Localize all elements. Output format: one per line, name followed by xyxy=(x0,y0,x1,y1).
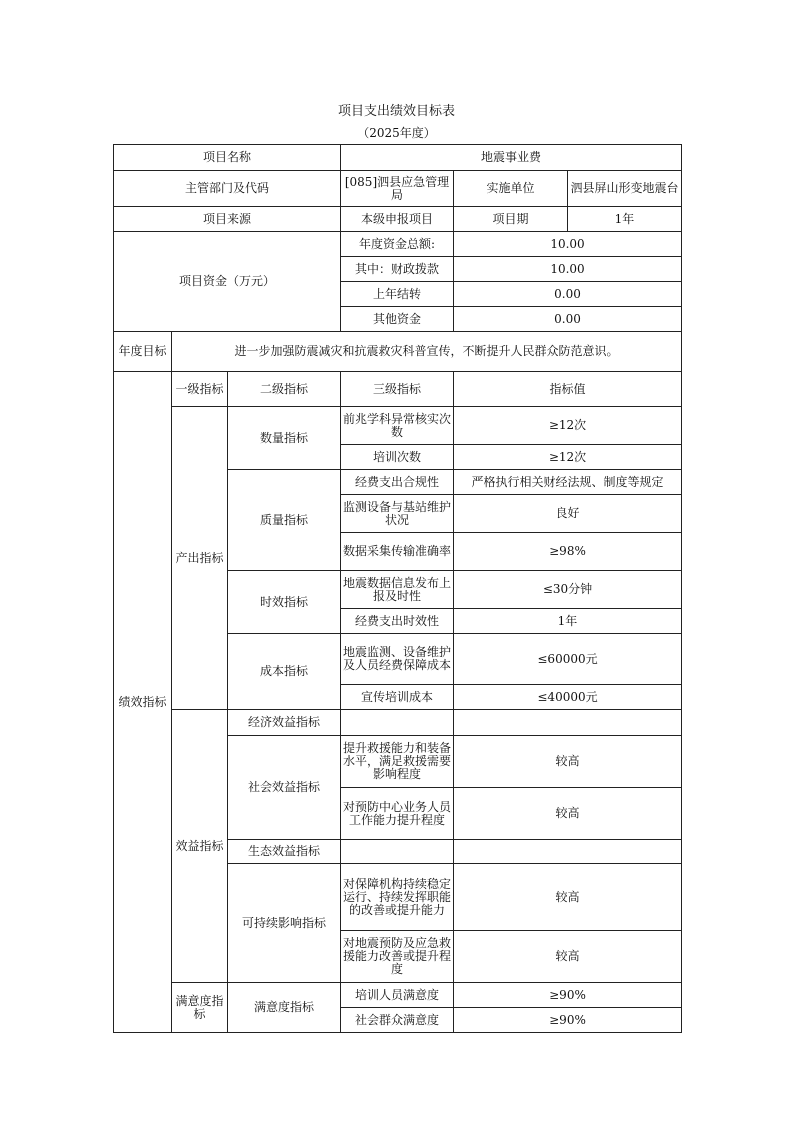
level2-sustainable: 可持续影响指标 xyxy=(228,864,341,983)
project-name-value: 地震事业费 xyxy=(341,145,682,171)
funds-other-value: 0.00 xyxy=(454,307,682,332)
indicator-value: 较高 xyxy=(454,788,682,840)
source-value: 本级申报项目 xyxy=(341,207,454,232)
funds-total-label: 年度资金总额: xyxy=(341,232,454,257)
level2-quantity: 数量指标 xyxy=(228,407,341,470)
indicator-value: ≥90% xyxy=(454,983,682,1008)
funds-fiscal-label: 其中：财政拨款 xyxy=(341,257,454,282)
level3-name: 地震监测、设备维护及人员经费保障成本 xyxy=(341,634,454,685)
indicator-value: 1年 xyxy=(454,609,682,634)
level2-timeliness: 时效指标 xyxy=(228,571,341,634)
header-value: 指标值 xyxy=(454,372,682,407)
indicator-value: 严格执行相关财经法规、制度等规定 xyxy=(454,470,682,495)
level2-ecological: 生态效益指标 xyxy=(228,840,341,864)
source-label: 项目来源 xyxy=(114,207,341,232)
dept-value: [085]泗县应急管理局 xyxy=(341,171,454,207)
level3-name: 提升救援能力和装备水平，满足救援需要影响程度 xyxy=(341,736,454,788)
perf-label: 绩效指标 xyxy=(114,372,172,1033)
header-level1: 一级指标 xyxy=(172,372,228,407)
level3-name: 数据采集传输准确率 xyxy=(341,533,454,571)
level1-output: 产出指标 xyxy=(172,407,228,710)
level3-name: 对地震预防及应急救援能力改善或提升程度 xyxy=(341,931,454,983)
funds-other-label: 其他资金 xyxy=(341,307,454,332)
level2-social: 社会效益指标 xyxy=(228,736,341,840)
indicator-value: 良好 xyxy=(454,495,682,533)
indicator-value: 较高 xyxy=(454,931,682,983)
indicator-value xyxy=(454,840,682,864)
level3-name: 监测设备与基站维护状况 xyxy=(341,495,454,533)
level3-name: 培训人员满意度 xyxy=(341,983,454,1008)
level3-name: 地震数据信息发布上报及时性 xyxy=(341,571,454,609)
level3-name: 前兆学科异常核实次数 xyxy=(341,407,454,445)
level1-satisfaction: 满意度指标 xyxy=(172,983,228,1033)
page-title: 项目支出绩效目标表 xyxy=(337,104,455,119)
level3-name xyxy=(341,840,454,864)
indicator-value: ≥98% xyxy=(454,533,682,571)
level3-name: 对预防中心业务人员工作能力提升程度 xyxy=(341,788,454,840)
indicator-value: ≤40000元 xyxy=(454,685,682,710)
level2-cost: 成本指标 xyxy=(228,634,341,710)
level3-name: 社会群众满意度 xyxy=(341,1008,454,1033)
level3-name: 经费支出合规性 xyxy=(341,470,454,495)
funds-carry-label: 上年结转 xyxy=(341,282,454,307)
indicator-value xyxy=(454,710,682,736)
level3-name xyxy=(341,710,454,736)
level2-satisfaction: 满意度指标 xyxy=(228,983,341,1033)
level1-effect: 效益指标 xyxy=(172,710,228,983)
header-level3: 三级指标 xyxy=(341,372,454,407)
dept-label: 主管部门及代码 xyxy=(114,171,341,207)
project-name-label: 项目名称 xyxy=(114,145,341,171)
performance-target-table xyxy=(113,144,682,1033)
annual-goal-text: 进一步加强防震减灾和抗震救灾科普宣传，不断提升人民群众防范意识。 xyxy=(172,332,682,372)
impl-label: 实施单位 xyxy=(454,171,568,207)
period-value: 1年 xyxy=(568,207,682,232)
annual-goal-label: 年度目标 xyxy=(114,332,172,372)
level3-name: 经费支出时效性 xyxy=(341,609,454,634)
header-level2: 二级指标 xyxy=(228,372,341,407)
period-label: 项目期 xyxy=(454,207,568,232)
level3-name: 对保障机构持续稳定运行、持续发挥职能的改善或提升能力 xyxy=(341,864,454,931)
indicator-value: ≥12次 xyxy=(454,407,682,445)
indicator-value: ≤30分钟 xyxy=(454,571,682,609)
level3-name: 宣传培训成本 xyxy=(341,685,454,710)
level2-economic: 经济效益指标 xyxy=(228,710,341,736)
indicator-value: ≤60000元 xyxy=(454,634,682,685)
funds-total-value: 10.00 xyxy=(454,232,682,257)
indicator-value: ≥12次 xyxy=(454,445,682,470)
indicator-value: ≥90% xyxy=(454,1008,682,1033)
funds-fiscal-value: 10.00 xyxy=(454,257,682,282)
impl-value: 泗县屏山形变地震台 xyxy=(568,171,682,207)
funds-label: 项目资金（万元） xyxy=(114,232,341,332)
page-subtitle-year: （2025年度） xyxy=(357,126,436,140)
level3-name: 培训次数 xyxy=(341,445,454,470)
indicator-value: 较高 xyxy=(454,864,682,931)
funds-carry-value: 0.00 xyxy=(454,282,682,307)
level2-quality: 质量指标 xyxy=(228,470,341,571)
indicator-value: 较高 xyxy=(454,736,682,788)
